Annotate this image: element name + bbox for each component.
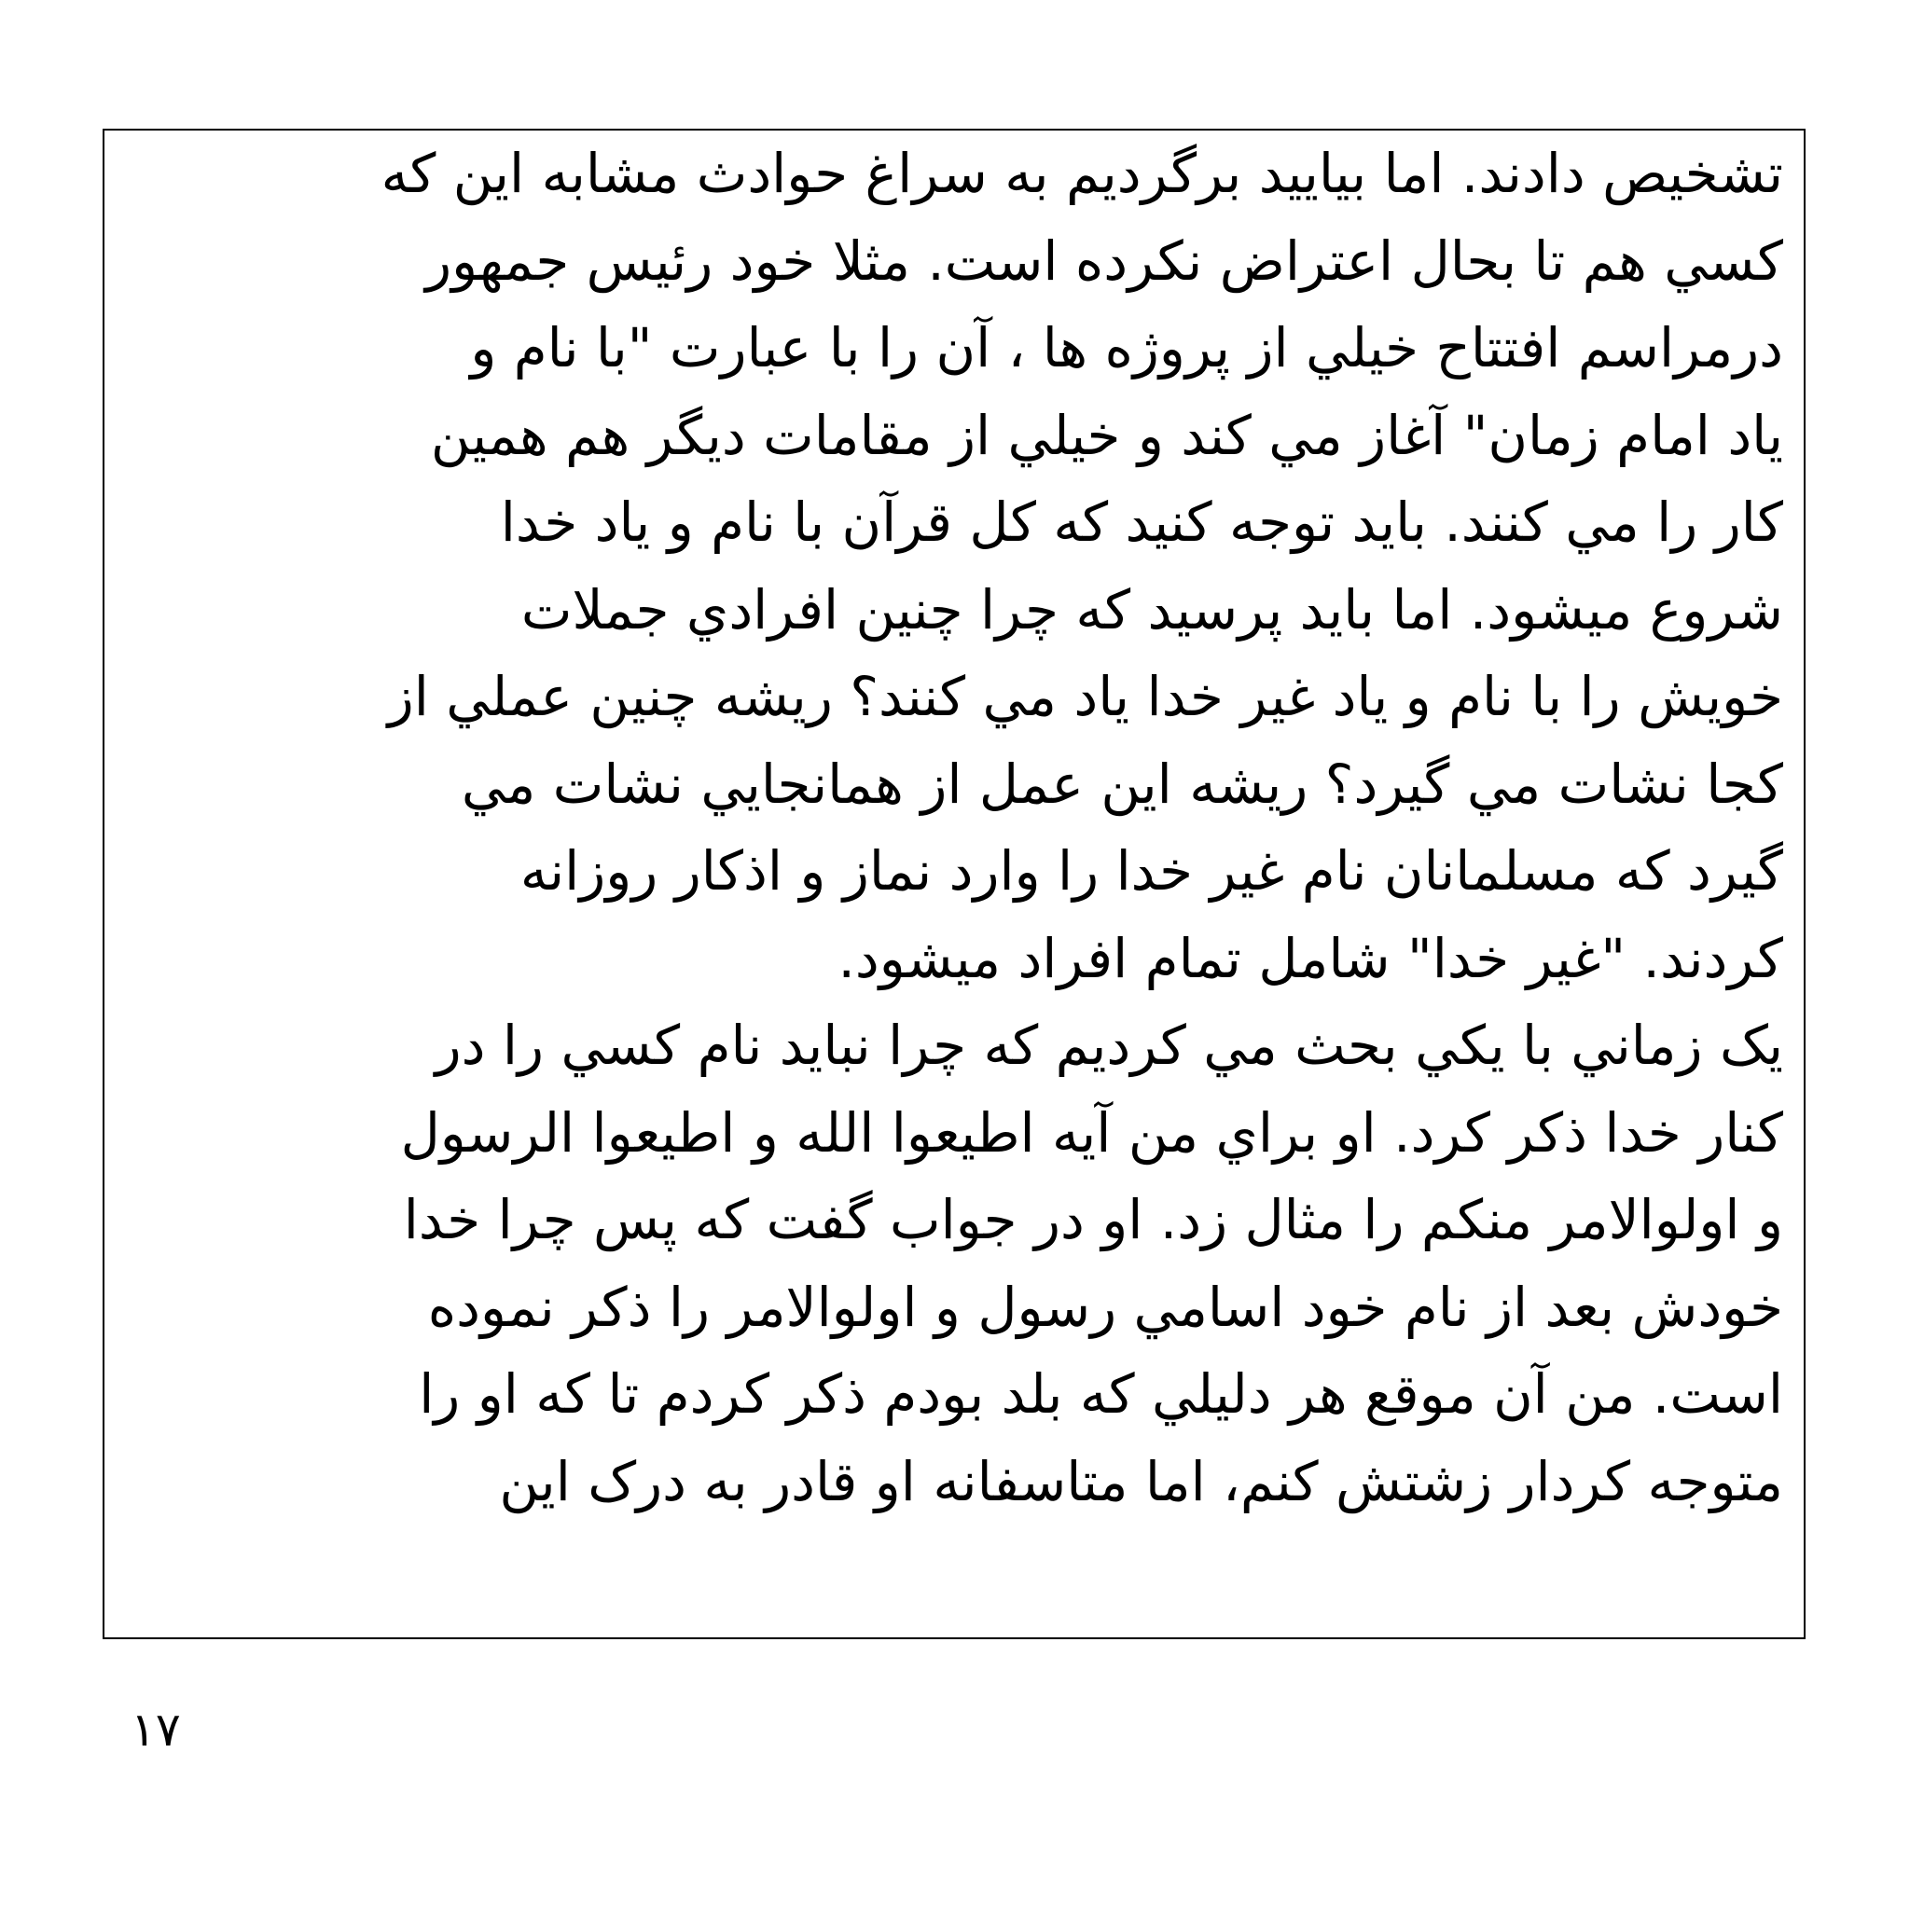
text-body (114, 131, 1783, 1525)
text-line: و اولوالامر منکم را مثال زد. او در جواب گفت که پس چرا خدا (403, 1188, 1783, 1251)
text-line: خودش بعد از نام خود اسامي رسول و اولوالامر را ذکر نموده (427, 1275, 1783, 1339)
page-number: ١٧ (131, 1703, 181, 1757)
text-line: کنار خدا ذکر کرد. او براي من آيه اطيعوا الله و اطيعوا الرسول (400, 1100, 1783, 1165)
text-line: است. من آن موقع هر دليلي که بلد بودم ذکر کردم تا که او را (419, 1362, 1783, 1426)
text-line: تشخيص دادند. اما بياييد برگرديم به سراغ حوادث مشابه اين که (381, 142, 1783, 205)
text-line: گيرد که مسلمانان نام غير خدا را وارد نماز و اذکار روزانه (519, 839, 1783, 903)
text-line: خويش را با نام و ياد غير خدا ياد مي کنند؟ ريشه چنين عملي از (387, 665, 1783, 728)
text-line: کجا نشات مي گيرد؟ ريشه اين عمل از همانجايي نشات مي (461, 752, 1783, 816)
text-line: درمراسم افتتاح خيلي از پروژه ها ، آن را با عبارت "با نام و (470, 316, 1783, 380)
text-line: يک زماني با يکي بحث مي کرديم که چرا نبايد نام کسي را در (435, 1014, 1783, 1077)
text-line: متوجه کردار زشتش کنم، اما متاسفانه او قادر به درک اين (499, 1449, 1783, 1513)
text-line: کار را مي کنند. بايد توجه کنيد که کل قرآن با نام و ياد خدا (500, 490, 1783, 554)
text-frame (103, 129, 1806, 1639)
text-line: کردند. "غير خدا" شامل تمام افراد ميشود. (837, 926, 1783, 990)
text-line: شروع ميشود. اما بايد پرسيد که چرا چنين افرادي جملات (520, 577, 1783, 642)
text-line: ياد امام زمان" آغاز مي کند و خيلي از مقامات ديگر هم همين (430, 403, 1783, 467)
text-line: کسي هم تا بحال اعتراض نکرده است. مثلا خود رئيس جمهور (425, 228, 1783, 293)
